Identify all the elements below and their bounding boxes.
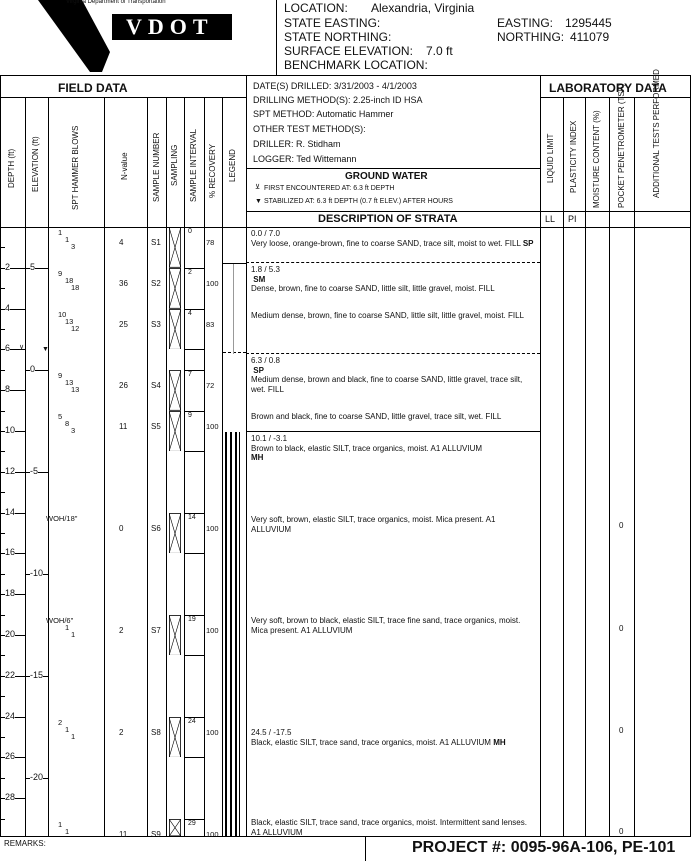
interval-top-line (184, 268, 204, 269)
strata-8 (251, 616, 536, 635)
interval-bottom-line (184, 757, 204, 758)
interval-top-line (184, 615, 204, 616)
depth-label: 26 (5, 751, 16, 762)
location-label: LOCATION: (284, 1, 348, 15)
depth-label: 22 (5, 669, 16, 680)
strata-1 (251, 229, 536, 248)
n-value: 36 (119, 278, 128, 288)
water-stabilized-icon: ▼ (255, 198, 262, 205)
sample-number: S1 (151, 238, 161, 247)
legend-fill-silt (223, 432, 246, 836)
elevation-tick (25, 268, 48, 269)
strata-2-depth: 1.8 / 5.3 (251, 265, 280, 274)
surface-elevation-label: SURFACE ELEVATION: (284, 44, 413, 58)
recovery: 83 (206, 319, 215, 329)
recovery: 100 (206, 278, 219, 288)
strata-6 (251, 434, 536, 463)
elevation-label: -20 (30, 771, 44, 782)
col-liquid-limit: LIQUID LIMIT (546, 133, 555, 183)
col-n-value: N-value (120, 152, 129, 180)
sample-interval: 29 (188, 819, 196, 827)
depth-label: 24 (5, 710, 16, 721)
strata-6-code: MH (251, 453, 264, 462)
strata-10-desc: Black, elastic SILT, trace sand, trace organics, moist. Intermittent sand lenses. A1 ALLUVIUM (251, 818, 527, 837)
sample-interval: 0 (188, 228, 192, 235)
vdot-logo (30, 0, 240, 72)
n-value: 4 (119, 238, 124, 247)
sampler-symbol (169, 717, 181, 758)
strata-5-desc: Brown and black, fine to coarse SAND, little gravel, trace silt, wet. FILL (251, 412, 502, 421)
n-value: 11 (119, 829, 128, 839)
sample-interval: 2 (188, 268, 192, 276)
depth-minor-tick (0, 451, 5, 452)
n-value: 26 (119, 380, 128, 390)
spt-blow: 13 (65, 377, 74, 387)
sample-number: S7 (151, 625, 161, 635)
strata-7 (251, 515, 536, 534)
depth-minor-tick (0, 533, 5, 534)
interval-top-line (184, 370, 204, 371)
depth-label: 6 (5, 343, 11, 354)
elevation-label: 5 (30, 261, 36, 272)
depth-minor-tick (0, 655, 5, 656)
recovery: 100 (206, 727, 219, 737)
interval-top-line (184, 717, 204, 718)
spt-blow: 13 (71, 384, 80, 394)
strata-3 (251, 311, 536, 321)
depth-label: 28 (5, 792, 16, 803)
recovery: 78 (206, 238, 215, 247)
sample-number: S3 (151, 319, 161, 329)
depth-minor-tick (0, 737, 5, 738)
pocket-pen-value: 0 (619, 726, 624, 735)
col-legend: LEGEND (228, 149, 237, 182)
strata-6-depth: 10.1 / -3.1 (251, 434, 288, 443)
depth-minor-tick (0, 329, 5, 330)
interval-top-line (184, 513, 204, 514)
interval-bottom-line (184, 655, 204, 656)
sample-number: S2 (151, 278, 161, 288)
elevation-tick (25, 370, 48, 371)
strata-9-depth: 24.5 / -17.5 (251, 728, 292, 737)
sampler-symbol (169, 615, 181, 656)
spt-blow: 12 (71, 323, 80, 333)
spt-blow: 9 (58, 268, 63, 278)
water-stable-marker-icon: ▼ (42, 346, 49, 353)
spt-blow: 1 (58, 819, 63, 829)
elevation-label: -10 (30, 567, 44, 578)
interval-bottom-line (184, 349, 204, 350)
n-value: 2 (119, 625, 124, 635)
first-encountered: FIRST ENCOUNTERED AT: 6.3 ft DEPTH (264, 185, 395, 192)
spt-blow: 9 (58, 370, 63, 380)
depth-tick (0, 390, 25, 391)
col-depth: DEPTH (ft) (7, 148, 16, 188)
strata-8-desc: Very soft, brown to black, elastic SILT, trace fine sand, trace organics, moist. Mica present. A1 ALLUVIUM (251, 616, 521, 635)
sample-interval: 24 (188, 717, 196, 725)
interval-top-line (184, 819, 204, 820)
project-number: PROJECT #: 0095-96A-106, PE-101 (412, 839, 676, 856)
dates-drilled: DATE(S) DRILLED: 3/31/2003 - 4/1/2003 (253, 81, 417, 91)
strata-7-desc: Very soft, brown, elastic SILT, trace organics, moist. Mica present. A1 ALLUVIUM (251, 515, 496, 534)
spt-blow: 1 (71, 629, 76, 639)
easting-value: 1295445 (565, 16, 612, 30)
depth-label: 10 (5, 425, 16, 435)
recovery: 100 (206, 625, 219, 635)
water-first-icon: ⊻ (255, 184, 261, 191)
sampler-symbol (169, 268, 181, 309)
col-elevation: ELEVATION (ft) (31, 136, 40, 192)
strata-1-code: SP (522, 238, 534, 248)
strata-2-code: SM (253, 274, 266, 284)
strata-title: DESCRIPTION OF STRATA (318, 213, 458, 225)
depth-minor-tick (0, 696, 5, 697)
other-test-method: OTHER TEST METHOD(S): (253, 124, 366, 134)
strata-1-depth: 0.0 / 7.0 (251, 229, 280, 238)
sample-number: S5 (151, 421, 161, 431)
spt-blow: WOH/18" (46, 513, 78, 523)
spt-blow: WOH/6" (46, 615, 74, 625)
depth-minor-tick (0, 288, 5, 289)
interval-bottom-line (184, 836, 204, 837)
col-recovery: % RECOVERY (208, 143, 217, 198)
col-sampling: SAMPLING (170, 144, 179, 186)
strata-4 (251, 356, 536, 394)
logo-subtext: Virginia Department of Transportation (66, 0, 166, 5)
depth-minor-tick (0, 247, 5, 248)
spt-blow: 3 (71, 425, 76, 435)
col-spt-blows: SPT HAMMER BLOWS (71, 125, 80, 210)
recovery: 100 (206, 829, 219, 839)
strata-6-desc: Brown to black, elastic SILT, trace organics, moist. A1 ALLUVIUM (251, 443, 483, 453)
elevation-label: -15 (30, 669, 44, 680)
remarks-label: REMARKS: (4, 839, 46, 848)
col-moisture-content: MOISTURE CONTENT (%) (592, 110, 601, 208)
strata-5 (251, 412, 536, 422)
project-number-box (365, 836, 691, 861)
pi-label: PI (568, 214, 577, 224)
depth-label: 2 (5, 261, 11, 272)
depth-minor-tick (0, 492, 5, 493)
n-value: 11 (119, 421, 128, 431)
sampler-symbol (169, 411, 181, 452)
spt-blow: 13 (65, 316, 74, 326)
northing-value: 411079 (570, 30, 610, 44)
depth-minor-tick (0, 370, 5, 371)
depth-label: 18 (5, 588, 16, 599)
depth-minor-tick (0, 574, 5, 575)
col-sample-interval: SAMPLE INTERVAL (189, 128, 198, 202)
surface-elevation-value: 7.0 ft (426, 44, 453, 58)
recovery: 72 (206, 380, 215, 390)
spt-blow: 10 (58, 309, 67, 319)
sampler-symbol (169, 370, 181, 411)
depth-label: 16 (5, 547, 16, 558)
depth-minor-tick (0, 615, 5, 616)
ground-water-title: GROUND WATER (345, 171, 428, 182)
driller: DRILLER: R. Stidham (253, 139, 341, 149)
spt-blow: 3 (71, 242, 76, 251)
sample-number: S4 (151, 380, 161, 390)
depth-minor-tick (0, 778, 5, 779)
spt-blow: 1 (71, 731, 76, 741)
col-pocket-penetrometer: POCKET PENETROMETER (TSF) (617, 83, 626, 208)
stabilized: STABILIZED AT: 6.3 ft DEPTH (0.7 ft ELEV.) AFTER HOURS (264, 198, 453, 205)
sample-number: S8 (151, 727, 161, 737)
spt-method: SPT METHOD: Automatic Hammer (253, 109, 394, 119)
strata-2-desc: Dense, brown, fine to coarse SAND, little silt, little gravel, moist. FILL (251, 284, 495, 293)
spt-blow: 1 (65, 235, 70, 244)
sample-interval: 7 (188, 370, 192, 378)
spt-blow: 1 (65, 826, 70, 836)
lab-data-title: LABORATORY DATA (549, 81, 667, 95)
northing-label: NORTHING: (497, 30, 565, 44)
drilling-method: DRILLING METHOD(S): 2.25-inch ID HSA (253, 95, 423, 105)
spt-blow: 18 (71, 282, 80, 292)
state-northing-label: STATE NORTHING: (284, 30, 392, 44)
recovery: 100 (206, 523, 219, 533)
depth-label: 12 (5, 465, 16, 476)
interval-top-line (184, 227, 204, 228)
strata-2 (251, 265, 536, 294)
pocket-pen-value: 0 (619, 827, 624, 836)
strata-1-desc: Very loose, orange-brown, fine to coarse SAND, trace silt, moist to wet. FILL (251, 238, 521, 248)
interval-top-line (184, 309, 204, 310)
spt-blow: 5 (58, 411, 63, 421)
field-data-title: FIELD DATA (58, 81, 128, 95)
strata-10 (251, 818, 536, 837)
strata-3-desc: Medium dense, brown, fine to coarse SAND, little silt, little gravel, moist. FILL (251, 311, 524, 320)
sample-interval: 4 (188, 309, 192, 317)
spt-blow: 1 (58, 228, 63, 237)
col-plasticity-index: PLASTICITY INDEX (569, 120, 578, 193)
benchmark-label: BENCHMARK LOCATION: (284, 58, 428, 72)
elevation-label: 0 (30, 363, 36, 374)
elevation-label: -5 (30, 465, 39, 476)
depth-label: 14 (5, 506, 16, 517)
location-value: Alexandria, Virginia (371, 1, 475, 15)
pocket-pen-value: 0 (619, 624, 624, 633)
col-sample-number: SAMPLE NUMBER (152, 132, 161, 202)
strata-9-code: MH (493, 737, 506, 747)
sample-number: S6 (151, 523, 161, 533)
spt-blow: 1 (65, 724, 70, 734)
depth-label: 8 (5, 384, 11, 395)
legend-fill-1 (223, 263, 246, 353)
easting-label: EASTING: (497, 16, 554, 30)
strata-9-desc: Black, elastic SILT, trace sand, trace organics, moist. A1 ALLUVIUM (251, 737, 491, 747)
depth-minor-tick (0, 819, 5, 820)
water-first-marker-icon: ⊻ (19, 345, 25, 352)
spt-blow: 1 (65, 622, 70, 632)
interval-top-line (184, 411, 204, 412)
sampler-symbol (169, 227, 181, 268)
strata-4-desc: Medium dense, brown and black, fine to coarse SAND, little gravel, trace silt, wet. FILL (251, 375, 523, 394)
strata-9 (251, 728, 536, 747)
spt-blow: 2 (58, 717, 63, 727)
n-value: 0 (119, 523, 124, 533)
strata-4-code: SP (253, 365, 264, 375)
depth-label: 20 (5, 629, 16, 639)
sampler-symbol (169, 309, 181, 350)
sample-interval: 19 (188, 615, 196, 623)
interval-bottom-line (184, 451, 204, 452)
logo-text: VDOT (126, 14, 214, 39)
interval-bottom-line (184, 553, 204, 554)
depth-label: 4 (5, 302, 11, 313)
col-additional-tests: ADDITIONAL TESTS PERFORMED (652, 69, 661, 198)
spt-blow: 18 (65, 275, 74, 285)
sampler-symbol (169, 513, 181, 554)
sample-interval: 9 (188, 411, 192, 419)
state-easting-label: STATE EASTING: (284, 16, 381, 30)
strata-4-depth: 6.3 / 0.8 (251, 356, 280, 365)
sample-number: S9 (151, 829, 161, 839)
depth-minor-tick (0, 411, 5, 412)
depth-tick (0, 268, 25, 269)
spt-blow: 8 (65, 418, 70, 428)
depth-tick (0, 309, 25, 310)
sampler-symbol (169, 819, 181, 836)
logger: LOGGER: Ted Wittemann (253, 154, 357, 164)
recovery: 100 (206, 421, 219, 431)
pocket-pen-value: 0 (619, 521, 624, 530)
ll-label: LL (545, 214, 556, 224)
sample-interval: 14 (188, 513, 196, 521)
n-value: 2 (119, 727, 124, 737)
n-value: 25 (119, 319, 128, 329)
